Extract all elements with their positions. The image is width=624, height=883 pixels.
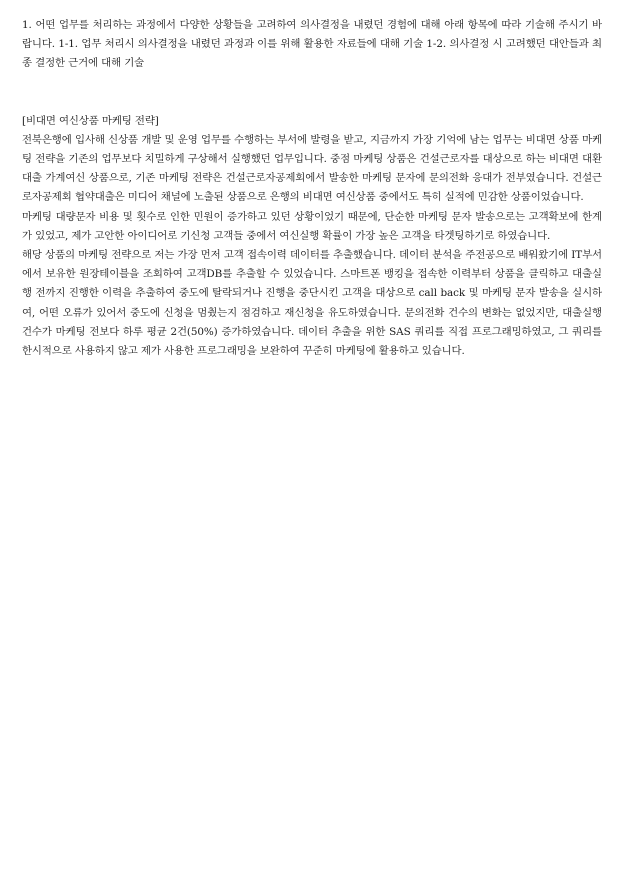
answer-paragraph-1: 전북은행에 입사해 신상품 개발 및 운영 업무를 수행하는 부서에 발령을 받고, 지금까지 가장 기억에 남는 업무는 비대면 상품 마케팅 전략을 기존의 업무보다 치밀하게 구상해서 실행했던 업무입니다. 중점 마케팅 상품은 건설근로자를 대상으로 하는 비대면 대환대출 가계여신 상품으로, 기존 마케팅 전략은 건설근로자공제회에서 발송한 마케팅 문자에 문의전화 응대가 전부였습니다. 건설근로자공제회 협약대출은 미디어 채널에 노출된 상품으로 은행의 비대면 여신상품 중에서도 특히 실적에 민감한 상품이었습니다. [22,133,602,204]
answer-paragraph-3: 해당 상품의 마케팅 전략으로 저는 가장 먼저 고객 접속이력 데이터를 추출했습니다. 데이터 분석을 주전공으로 배워왔기에 IT부서에서 보유한 원장테이블을 조회하여 고객DB를 추출할 수 있었습니다. 스마트폰 뱅킹을 접속한 이력부터 상품을 클릭하고 대출실행 전까지 진행한 이력을 추출하여 중도에 탈락되거나 진행을 중단시킨 고객을 대상으로 call back 및 마케팅 문자 발송을 실시하여, 어떤 오류가 있어서 중도에 신청을 멈췄는지 점검하고 재신청을 유도하였습니다. 문의전화 건수의 변화는 없었지만, 대출실행 건수가 마케팅 전보다 하루 평균 2건(50%) 증가하였습니다. 데이터 추출을 위한 SAS 쿼리를 직접 프로그래밍하였고, 그 쿼리를 한시적으로 사용하지 않고 제가 사용한 프로그래밍을 보완하여 꾸준히 마케팅에 활용하고 있습니다. [22,249,602,358]
document-page [22,16,602,361]
question-text: 1. 어떤 업무를 처리하는 과정에서 다양한 상황들을 고려하여 의사결정을 내렸던 경험에 대해 아래 항목에 따라 기술해 주시기 바랍니다. 1-1. 업무 처리시 의사결정을 내렸던 과정과 이를 위해 활용한 자료들에 대해 기술 1-2. 의사결정 시 고려했던 대안들과 최종 결정한 근거에 대해 기술 [22,19,602,70]
answer-paragraph-2: 마케팅 대량문자 비용 및 횟수로 인한 민원이 증가하고 있던 상황이었기 때문에, 단순한 마케팅 문자 발송으로는 고객확보에 한계가 있었고, 제가 고안한 아이디어로 기신청 고객들 중에서 여신실행 확률이 가장 높은 고객을 타겟팅하기로 하였습니다. [22,210,602,242]
answer-title: [비대면 여신상품 마케팅 전략] [22,114,159,127]
spacer [22,74,602,112]
